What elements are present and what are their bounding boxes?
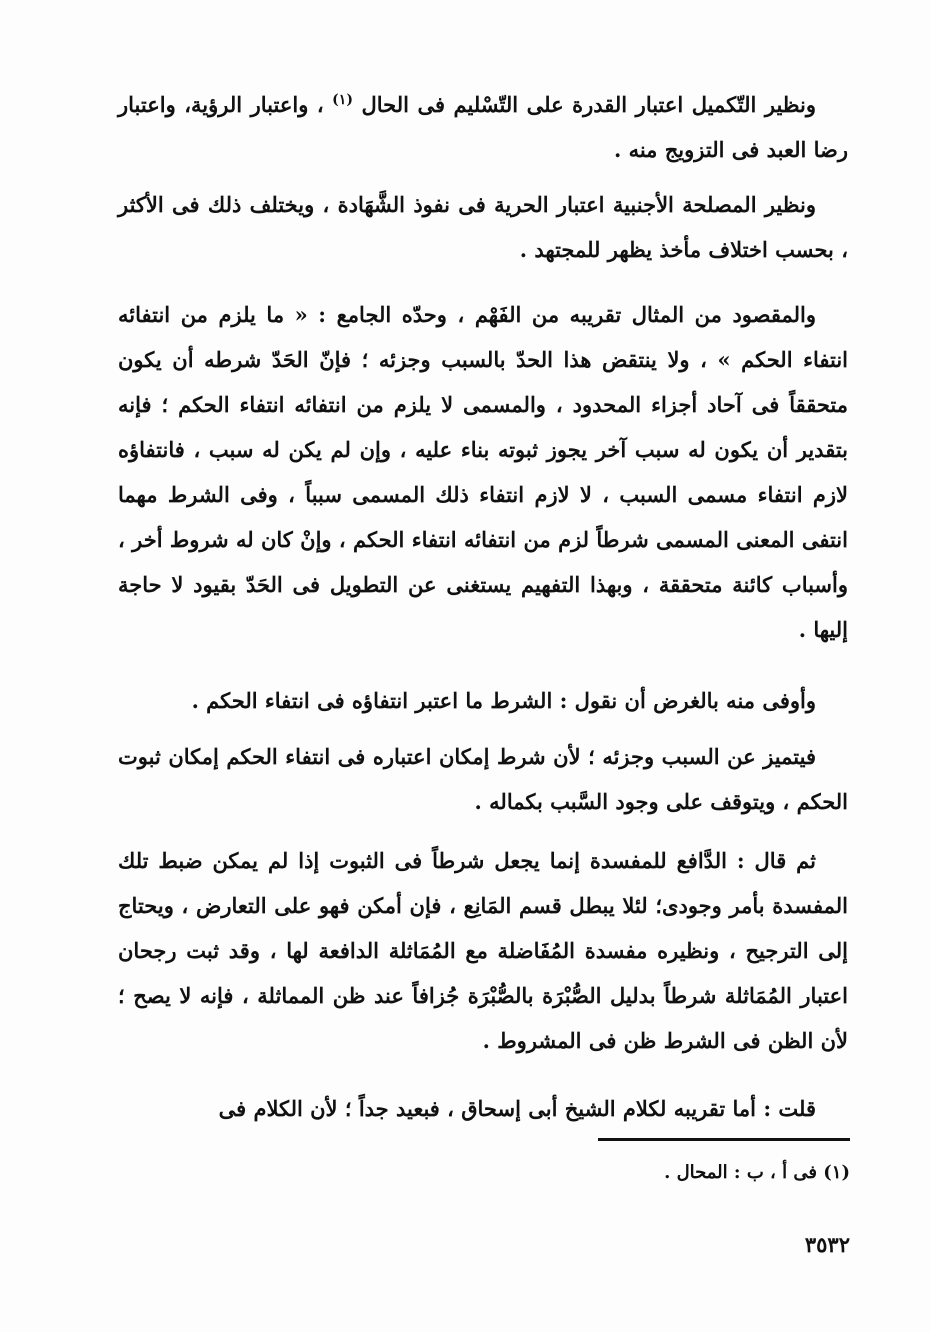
paragraph-7 xyxy=(118,1086,848,1131)
paragraph-1-text-end: ، واعتبار الرؤية، واعتبار رضا العبد فى التزويج منه . xyxy=(118,92,848,162)
paragraph-4 xyxy=(118,678,848,723)
paragraph-3-text: والمقصود من المثال تقريبه من الفَهْم ، وحدّه الجامع : « ما يلزم من انتفائه انتفاء الحكم » ، ولا ينتقض هذا الحدّ بالسبب وجزئه ؛ فإنّ الحَدّ شرطه أن يكون متحققاً فى آحاد أجزاء المحدود ، والمسمى لا يلزم من انتفائه انتفاء الحكم ؛ فإنه بتقدير أن يكون له سبب آخر يجوز ثبوته بناء عليه ، وإن لم يكن له سبب ، فانتفاؤه لازم انتفاء مسمى السبب ، لا لازم انتفاء ذلك المسمى سبباً ، وفى الشرط مهما انتفى المعنى المسمى شرطاً لزم من انتفائه انتفاء الحكم ، وإنْ كان له شروط أخر ، وأسباب كائنة متحققة ، وبهذا التفهيم يستغنى عن التطويل فى الحَدّ بقيود لا حاجة إليها . xyxy=(118,302,848,642)
footnote-text: (١) فى أ ، ب : المحال . xyxy=(664,1162,850,1183)
paragraph-7-text: قلت : أما تقريبه لكلام الشيخ أبى إسحاق ، فبعيد جداً ؛ لأن الكلام فى xyxy=(218,1096,816,1121)
page-number: ٣٥٣٢ xyxy=(804,1232,850,1257)
paragraph-5 xyxy=(118,734,848,824)
paragraph-1 xyxy=(118,78,848,172)
paragraph-6 xyxy=(118,838,848,1063)
paragraph-5-text: فيتميز عن السبب وجزئه ؛ لأن شرط إمكان اعتباره فى انتفاء الحكم إمكان ثبوت الحكم ، ويتوقف على وجود السَّبب بكماله . xyxy=(118,744,848,814)
paragraph-2-text: ونظير المصلحة الأجنبية اعتبار الحرية فى نفوذ الشَّهَادة ، ويختلف ذلك فى الأكثر ، بحسب اختلاف مأخذ يظهر للمجتهد . xyxy=(118,192,848,262)
paragraph-1-text-start: ونظير التّكميل اعتبار القدرة على التّسْليم فى الحال xyxy=(352,92,816,117)
paragraph-4-text: وأوفى منه بالغرض أن نقول : الشرط ما اعتبر انتفاؤه فى انتفاء الحكم . xyxy=(191,688,816,713)
paragraph-3 xyxy=(118,292,848,652)
footnote-marker: (١) xyxy=(332,92,353,108)
footnote-divider xyxy=(598,1138,850,1141)
paragraph-6-text: ثم قال : الدَّافع للمفسدة إنما يجعل شرطاً فى الثبوت إذا لم يمكن ضبط تلك المفسدة بأمر وجودى؛ لئلا يبطل قسم المَانِع ، فإن أمكن فهو على التعارض ، ويحتاج إلى الترجيح ، ونظيره مفسدة المُفَاضلة مع المُمَاثلة الدافعة لها ، وقد ثبت رجحان اعتبار المُمَاثلة شرطاً بدليل الصُّبْرَة بالصُّبْرَة جُزافاً عند ظن المماثلة ، فإنه لا يصح ؛ لأن الظن فى الشرط ظن فى المشروط . xyxy=(118,848,848,1053)
paragraph-2 xyxy=(118,182,848,272)
